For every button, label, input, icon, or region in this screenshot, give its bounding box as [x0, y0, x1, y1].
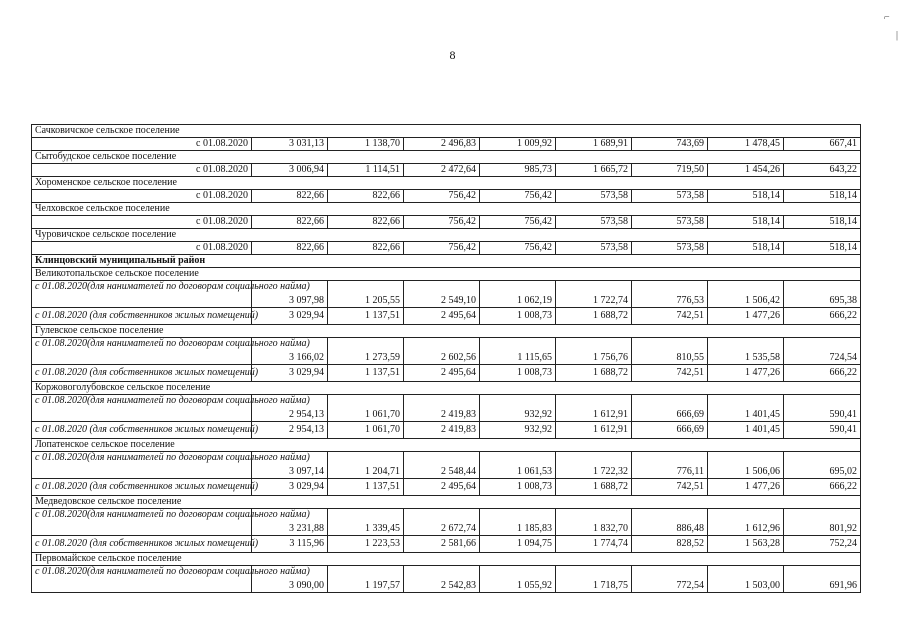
table-row — [32, 138, 861, 151]
owner-period-label: с 01.08.2020 (для собственников жилых помещений) — [32, 422, 252, 439]
tariff-value: 1 688,72 — [556, 308, 632, 325]
tariff-value: 2 672,74 — [404, 509, 480, 536]
tenant-period-label: с 01.08.2020(для нанимателей по договорам социального найма) — [32, 281, 252, 308]
tariff-value: 1 094,75 — [480, 536, 556, 553]
tariff-value: 1 832,70 — [556, 509, 632, 536]
tariff-value: 573,58 — [632, 242, 708, 255]
tariff-value: 3 029,94 — [252, 479, 328, 496]
tariff-value: 822,66 — [252, 216, 328, 229]
tariff-value: 1 197,57 — [328, 566, 404, 593]
tariff-value: 1 061,53 — [480, 452, 556, 479]
settlement-row — [32, 177, 861, 190]
tariff-value: 985,73 — [480, 164, 556, 177]
settlement-name: Чуровичское сельское поселение — [32, 229, 861, 242]
tariff-value: 1 503,00 — [708, 566, 784, 593]
settlement-name: Сачковичское сельское поселение — [32, 125, 861, 138]
tariff-value: 1 774,74 — [556, 536, 632, 553]
tariff-value: 2 549,10 — [404, 281, 480, 308]
tariff-value: 776,53 — [632, 281, 708, 308]
tariff-value: 719,50 — [632, 164, 708, 177]
settlement-name: Медведовское сельское поселение — [32, 496, 861, 509]
tariff-value: 1 612,96 — [708, 509, 784, 536]
settlement-name: Первомайское сельское поселение — [32, 553, 861, 566]
period-label: с 01.08.2020 — [32, 216, 252, 229]
tariff-value: 666,69 — [632, 395, 708, 422]
tariff-value: 3 115,96 — [252, 536, 328, 553]
table-row — [32, 190, 861, 203]
tariff-value: 3 006,94 — [252, 164, 328, 177]
settlement-row — [32, 553, 861, 566]
settlement-row — [32, 203, 861, 216]
table-row — [32, 338, 861, 365]
settlement-row — [32, 151, 861, 164]
tariff-value: 2 419,83 — [404, 395, 480, 422]
tenant-period-label: с 01.08.2020(для нанимателей по договорам социального найма) — [32, 566, 252, 593]
tariff-value: 1 137,51 — [328, 308, 404, 325]
tariff-value: 1 506,42 — [708, 281, 784, 308]
tariff-value: 822,66 — [252, 242, 328, 255]
settlement-name: Сытобудское сельское поселение — [32, 151, 861, 164]
settlement-name: Гулевское сельское поселение — [32, 325, 861, 338]
tariff-value: 573,58 — [632, 216, 708, 229]
period-label: с 01.08.2020 — [32, 190, 252, 203]
tenant-period-label: с 01.08.2020(для нанимателей по договорам социального найма) — [32, 338, 252, 365]
tariff-value: 1 204,71 — [328, 452, 404, 479]
tariff-value: 3 029,94 — [252, 308, 328, 325]
tariff-value: 3 031,13 — [252, 138, 328, 151]
table-row — [32, 452, 861, 479]
tariff-value: 932,92 — [480, 422, 556, 439]
tariff-value: 1 454,26 — [708, 164, 784, 177]
settlement-name: Хороменское сельское поселение — [32, 177, 861, 190]
tariff-value: 1 535,58 — [708, 338, 784, 365]
tariff-value: 1 273,59 — [328, 338, 404, 365]
page-number: 8 — [449, 48, 456, 62]
settlement-name: Великотопальское сельское поселение — [32, 268, 861, 281]
tariff-value: 667,41 — [784, 138, 861, 151]
tariff-table — [31, 124, 861, 593]
period-label: с 01.08.2020 — [32, 242, 252, 255]
tariff-value: 742,51 — [632, 479, 708, 496]
table-row — [32, 308, 861, 325]
tariff-value: 742,51 — [632, 308, 708, 325]
tariff-value: 1 689,91 — [556, 138, 632, 151]
tariff-value: 518,14 — [784, 242, 861, 255]
tariff-value: 1 477,26 — [708, 365, 784, 382]
owner-period-label: с 01.08.2020 (для собственников жилых помещений) — [32, 308, 252, 325]
tariff-value: 1 115,65 — [480, 338, 556, 365]
period-label: с 01.08.2020 — [32, 164, 252, 177]
tariff-value: 1 114,51 — [328, 164, 404, 177]
tariff-value: 573,58 — [632, 190, 708, 203]
tariff-value: 752,24 — [784, 536, 861, 553]
tariff-value: 1 718,75 — [556, 566, 632, 593]
period-label: с 01.08.2020 — [32, 138, 252, 151]
tariff-value: 3 090,00 — [252, 566, 328, 593]
tariff-value: 666,22 — [784, 479, 861, 496]
district-name: Клинцовский муниципальный район — [32, 255, 861, 268]
settlement-row — [32, 496, 861, 509]
owner-period-label: с 01.08.2020 (для собственников жилых помещений) — [32, 365, 252, 382]
tariff-value: 695,02 — [784, 452, 861, 479]
tariff-value: 3 231,88 — [252, 509, 328, 536]
owner-period-label: с 01.08.2020 (для собственников жилых помещений) — [32, 479, 252, 496]
tariff-value: 810,55 — [632, 338, 708, 365]
tariff-value: 1 008,73 — [480, 479, 556, 496]
tariff-value: 1 055,92 — [480, 566, 556, 593]
tariff-value: 756,42 — [404, 190, 480, 203]
tariff-value: 1 185,83 — [480, 509, 556, 536]
tariff-value: 2 495,64 — [404, 365, 480, 382]
tariff-value: 1 688,72 — [556, 365, 632, 382]
settlement-name: Челховское сельское поселение — [32, 203, 861, 216]
tariff-value: 743,69 — [632, 138, 708, 151]
tariff-value: 1 061,70 — [328, 395, 404, 422]
tenant-period-label: с 01.08.2020(для нанимателей по договорам социального найма) — [32, 509, 252, 536]
settlement-row — [32, 229, 861, 242]
tariff-value: 742,51 — [632, 365, 708, 382]
tariff-value: 518,14 — [708, 242, 784, 255]
tariff-value: 1 223,53 — [328, 536, 404, 553]
tariff-value: 801,92 — [784, 509, 861, 536]
table-row — [32, 422, 861, 439]
tariff-value: 691,96 — [784, 566, 861, 593]
table-row — [32, 509, 861, 536]
tariff-value: 724,54 — [784, 338, 861, 365]
table-row — [32, 536, 861, 553]
tariff-value: 518,14 — [708, 216, 784, 229]
tariff-value: 1 009,92 — [480, 138, 556, 151]
tariff-value: 822,66 — [328, 216, 404, 229]
tariff-value: 1 401,45 — [708, 422, 784, 439]
tariff-value: 1 612,91 — [556, 422, 632, 439]
settlement-row — [32, 325, 861, 338]
tariff-value: 1 137,51 — [328, 479, 404, 496]
settlement-row — [32, 439, 861, 452]
settlement-row — [32, 125, 861, 138]
tariff-value: 756,42 — [480, 242, 556, 255]
tariff-value: 822,66 — [252, 190, 328, 203]
table-row — [32, 365, 861, 382]
tariff-value: 666,22 — [784, 308, 861, 325]
tariff-value: 2 602,56 — [404, 338, 480, 365]
tariff-value: 776,11 — [632, 452, 708, 479]
tariff-value: 1 008,73 — [480, 365, 556, 382]
tariff-value: 1 563,28 — [708, 536, 784, 553]
tariff-value: 1 137,51 — [328, 365, 404, 382]
tariff-value: 3 097,14 — [252, 452, 328, 479]
settlement-row — [32, 382, 861, 395]
table-row — [32, 216, 861, 229]
table-row — [32, 164, 861, 177]
tariff-value: 2 419,83 — [404, 422, 480, 439]
tariff-value: 1 665,72 — [556, 164, 632, 177]
tariff-value: 756,42 — [404, 216, 480, 229]
tariff-value: 666,22 — [784, 365, 861, 382]
tariff-value: 590,41 — [784, 422, 861, 439]
tariff-value: 1 478,45 — [708, 138, 784, 151]
tariff-value: 1 205,55 — [328, 281, 404, 308]
table-row — [32, 281, 861, 308]
tariff-value: 1 756,76 — [556, 338, 632, 365]
tariff-value: 932,92 — [480, 395, 556, 422]
tariff-value: 3 029,94 — [252, 365, 328, 382]
table-row — [32, 395, 861, 422]
tariff-value: 756,42 — [480, 216, 556, 229]
tariff-value: 518,14 — [784, 216, 861, 229]
tariff-value: 695,38 — [784, 281, 861, 308]
tariff-value: 518,14 — [784, 190, 861, 203]
tariff-value: 590,41 — [784, 395, 861, 422]
tariff-value: 772,54 — [632, 566, 708, 593]
tariff-value: 1 339,45 — [328, 509, 404, 536]
table-row — [32, 479, 861, 496]
tariff-value: 1 138,70 — [328, 138, 404, 151]
tenant-period-label: с 01.08.2020(для нанимателей по договорам социального найма) — [32, 395, 252, 422]
settlement-name: Лопатенское сельское поселение — [32, 439, 861, 452]
tariff-value: 2 548,44 — [404, 452, 480, 479]
tariff-value: 2 496,83 — [404, 138, 480, 151]
tariff-value: 643,22 — [784, 164, 861, 177]
tariff-value: 2 954,13 — [252, 395, 328, 422]
tariff-value: 822,66 — [328, 242, 404, 255]
table-row — [32, 242, 861, 255]
tariff-value: 666,69 — [632, 422, 708, 439]
tariff-value: 886,48 — [632, 509, 708, 536]
tenant-period-label: с 01.08.2020(для нанимателей по договорам социального найма) — [32, 452, 252, 479]
tariff-value: 2 542,83 — [404, 566, 480, 593]
tariff-value: 1 061,70 — [328, 422, 404, 439]
tariff-table-body — [32, 125, 861, 593]
tariff-value: 756,42 — [480, 190, 556, 203]
tariff-value: 1 722,74 — [556, 281, 632, 308]
settlement-row — [32, 268, 861, 281]
tariff-value: 1 477,26 — [708, 308, 784, 325]
tariff-value: 2 495,64 — [404, 479, 480, 496]
district-row — [32, 255, 861, 268]
tariff-value: 822,66 — [328, 190, 404, 203]
tariff-value: 1 477,26 — [708, 479, 784, 496]
owner-period-label: с 01.08.2020 (для собственников жилых помещений) — [32, 536, 252, 553]
tariff-value: 2 954,13 — [252, 422, 328, 439]
tariff-value: 573,58 — [556, 242, 632, 255]
tariff-value: 1 062,19 — [480, 281, 556, 308]
tariff-value: 1 506,06 — [708, 452, 784, 479]
tariff-value: 1 008,73 — [480, 308, 556, 325]
tariff-value: 2 495,64 — [404, 308, 480, 325]
tariff-value: 756,42 — [404, 242, 480, 255]
tariff-value: 1 612,91 — [556, 395, 632, 422]
tariff-value: 3 166,02 — [252, 338, 328, 365]
tariff-value: 573,58 — [556, 216, 632, 229]
settlement-name: Коржовоголубовское сельское поселение — [32, 382, 861, 395]
scan-mark: ⌐ — [884, 12, 890, 23]
scan-mark: | — [896, 30, 899, 41]
table-row — [32, 566, 861, 593]
tariff-value: 828,52 — [632, 536, 708, 553]
tariff-value: 573,58 — [556, 190, 632, 203]
tariff-value: 518,14 — [708, 190, 784, 203]
tariff-value: 2 581,66 — [404, 536, 480, 553]
tariff-value: 1 722,32 — [556, 452, 632, 479]
tariff-value: 3 097,98 — [252, 281, 328, 308]
tariff-value: 2 472,64 — [404, 164, 480, 177]
tariff-value: 1 688,72 — [556, 479, 632, 496]
tariff-value: 1 401,45 — [708, 395, 784, 422]
